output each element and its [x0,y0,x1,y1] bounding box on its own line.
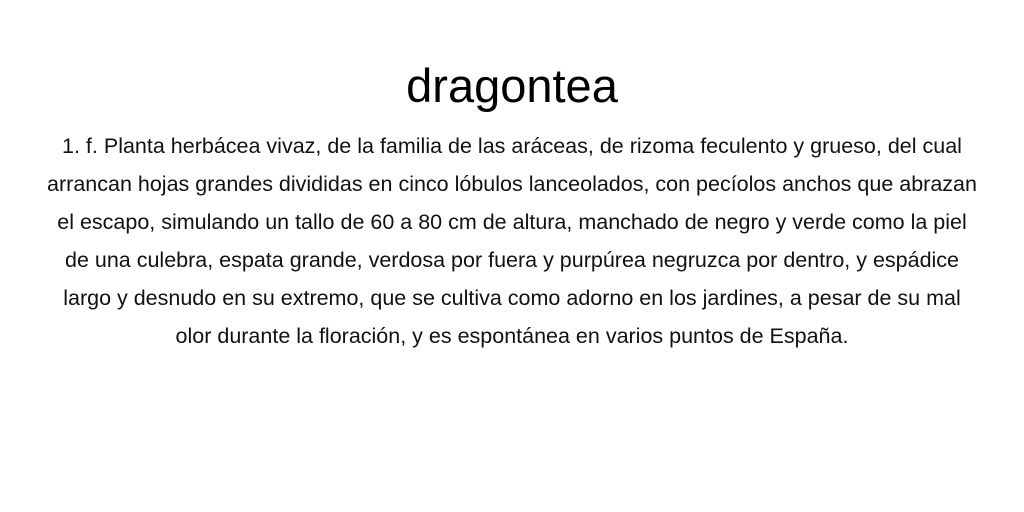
definition-text: 1. f. Planta herbácea vivaz, de la familia de las aráceas, de rizoma feculento y grueso, del cual arrancan hojas grandes divididas en cinco lóbulos lanceolados, con pecíolos anchos que abrazan el escapo, simulando un tallo de 60 a 80 cm de altura, manchado de negro y verde como la piel de una culebra, espata grande, verdosa por fuera y purpúrea negruzca por dentro, y espádice largo y desnudo en su extremo, que se cultiva como adorno en los jardines, a pesar de su mal olor durante la floración, y es espontánea en varios puntos de España. [47,134,977,348]
headword-title: dragontea [406,59,618,112]
